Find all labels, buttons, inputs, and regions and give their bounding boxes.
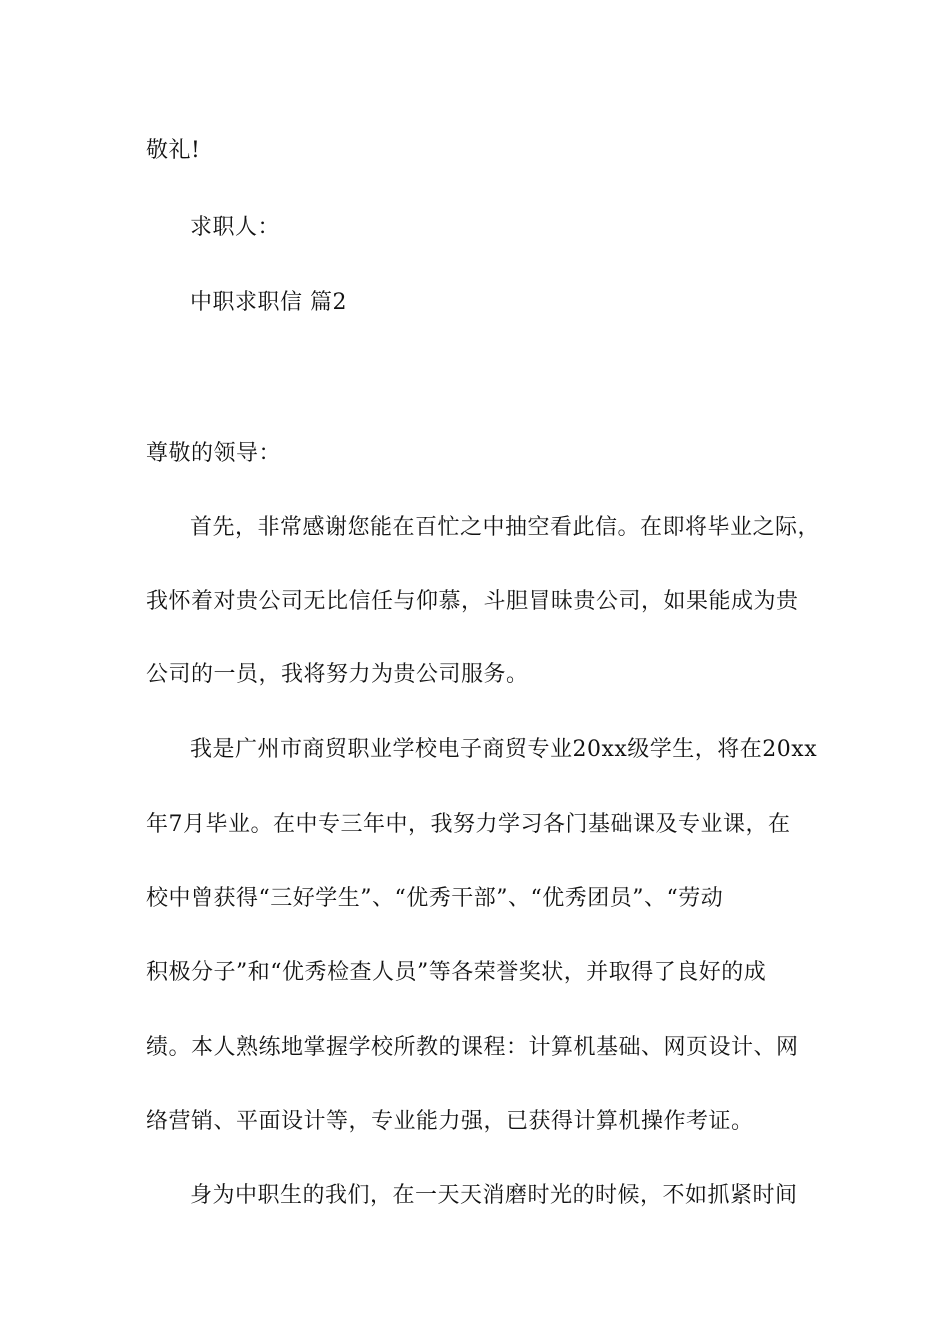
- section-title: 中职求职信 篇2: [190, 290, 347, 315]
- paragraph-line: 首先，非常感谢您能在百忙之中抽空看此信。在即将毕业之际，: [190, 515, 821, 540]
- paragraph-line: 我怀着对贵公司无比信任与仰慕，斗胆冒昧贵公司，如果能成为贵: [146, 589, 799, 614]
- salutation: 尊敬的领导：: [146, 441, 282, 466]
- closing-text: 敬礼!: [146, 138, 201, 163]
- paragraph-line: 我是广州市商贸职业学校电子商贸专业20xx级学生，将在20xx: [190, 737, 818, 762]
- paragraph-line: 身为中职生的我们，在一天天消磨时光的时候，不如抓紧时间: [190, 1183, 798, 1208]
- paragraph-line: 校中曾获得“三好学生”、“优秀干部”、“优秀团员”、“劳动: [146, 886, 724, 911]
- paragraph-line: 公司的一员，我将努力为贵公司服务。: [146, 662, 529, 687]
- paragraph-line: 积极分子”和“优秀检查人员”等各荣誉奖状，并取得了良好的成: [146, 960, 767, 985]
- paragraph-line: 绩。本人熟练地掌握学校所教的课程：计算机基础、网页设计、网: [146, 1035, 799, 1060]
- paragraph-line: 年7月毕业。在中专三年中，我努力学习各门基础课及专业课，在: [146, 812, 791, 837]
- signature-label: 求职人：: [190, 215, 281, 240]
- paragraph-line: 络营销、平面设计等，专业能力强，已获得计算机操作考证。: [146, 1109, 754, 1134]
